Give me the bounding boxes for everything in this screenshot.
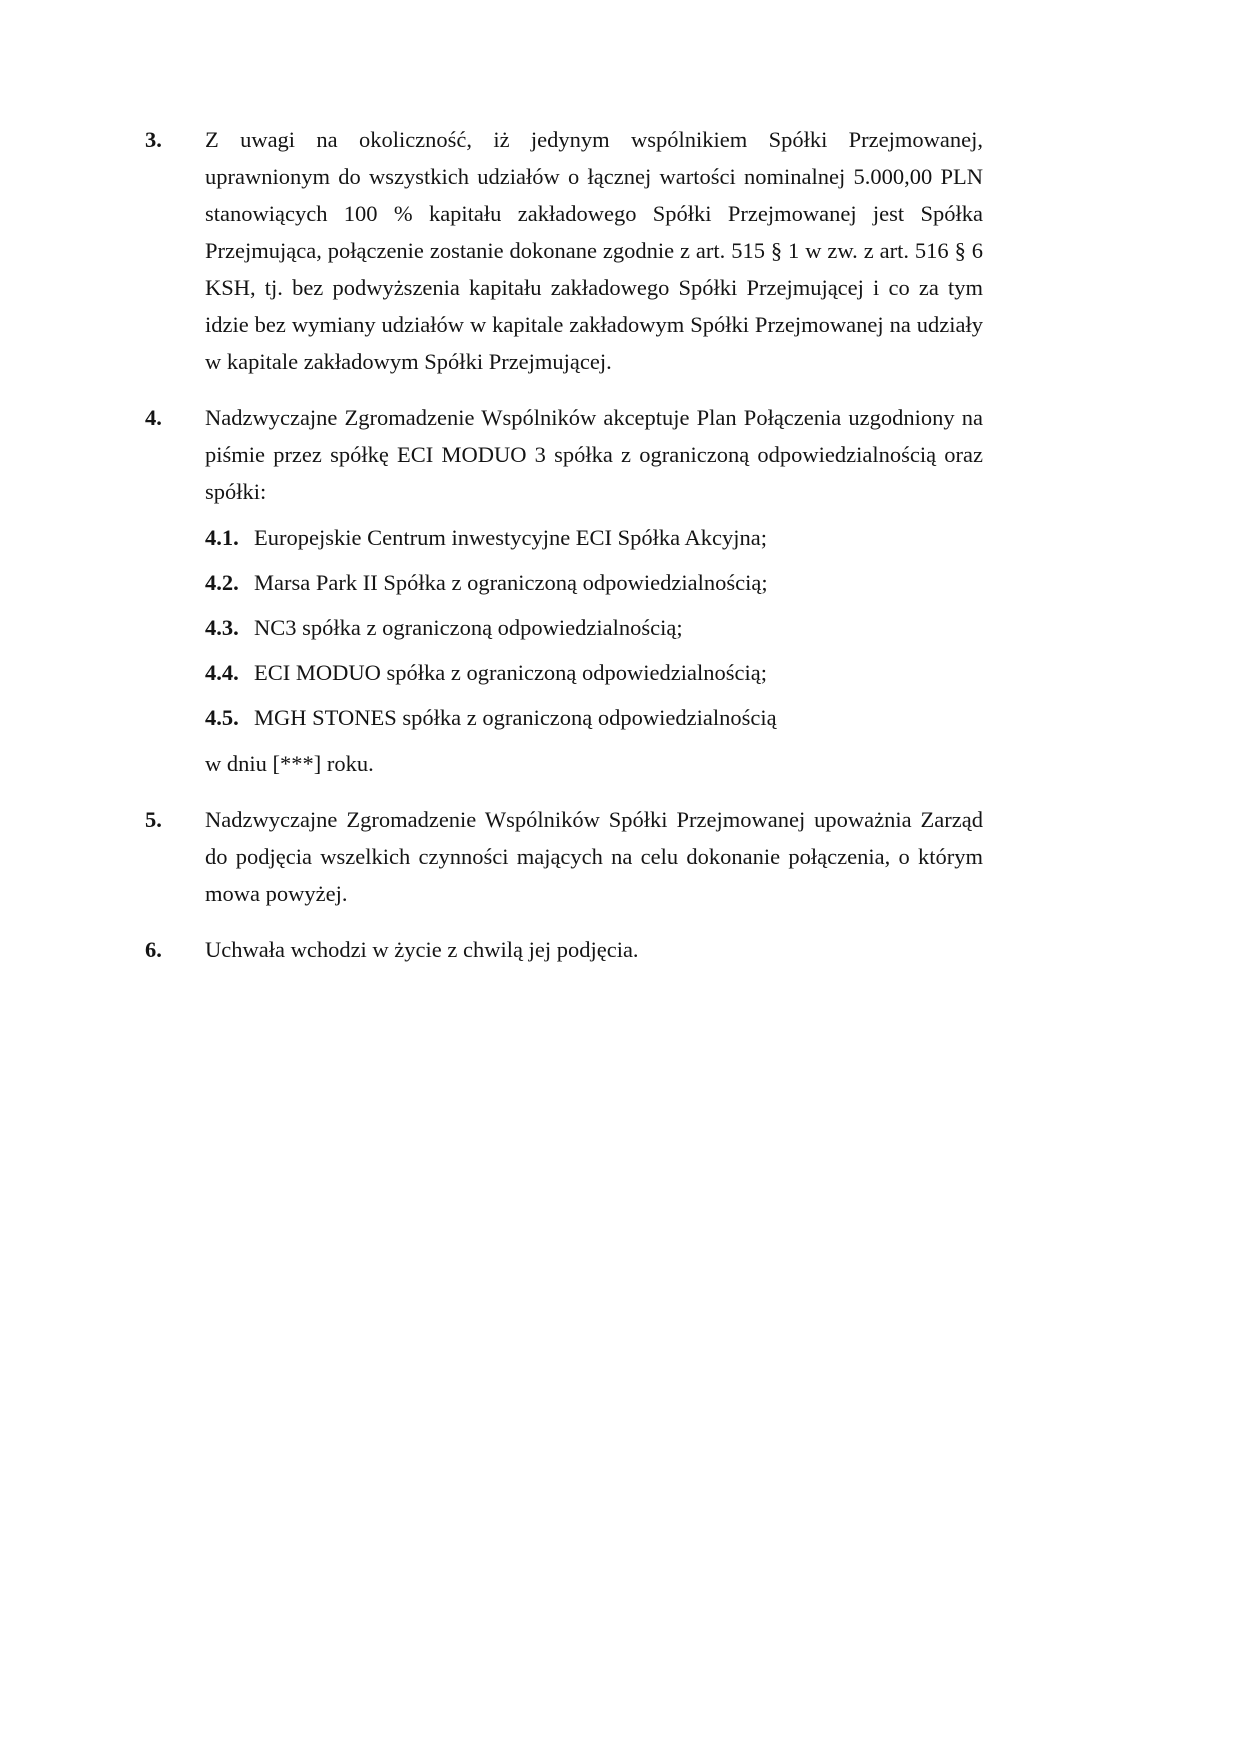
item-text: Nadzwyczajne Zgromadzenie Wspólników Spółki Przejmowanej upoważnia Zarząd do podjęcia wszelkich czynności mających na celu dokonanie połączenia, o którym mowa powyżej. xyxy=(205,807,983,906)
sub-item-4-3 xyxy=(205,609,983,646)
list-item-3 xyxy=(145,121,983,380)
item-number: 4. xyxy=(145,405,162,430)
sub-item-4-1 xyxy=(205,519,983,556)
sub-item-text: ECI MODUO spółka z ograniczoną odpowiedzialnością; xyxy=(254,660,767,685)
item-number: 5. xyxy=(145,807,162,832)
sub-item-text: MGH STONES spółka z ograniczoną odpowiedzialnością xyxy=(254,705,777,730)
list-item-6 xyxy=(145,931,983,968)
sub-item-text: Marsa Park II Spółka z ograniczoną odpowiedzialnością; xyxy=(254,570,768,595)
item-number: 6. xyxy=(145,937,162,962)
item-text: Nadzwyczajne Zgromadzenie Wspólników akceptuje Plan Połączenia uzgodniony na piśmie przez spółkę ECI MODUO 3 spółka z ograniczoną odpowiedzialnością oraz spółki: xyxy=(205,405,983,504)
sub-item-number: 4.3. xyxy=(205,615,239,640)
sub-item-number: 4.2. xyxy=(205,570,239,595)
item-text: Z uwagi na okoliczność, iż jedynym wspólnikiem Spółki Przejmowanej, uprawnionym do wszystkich udziałów o łącznej wartości nominalnej 5.000,00 PLN stanowiących 100 % kapitału zakładowego Spółki Przejmowanej jest Spółka Przejmująca, połączenie zostanie dokonane zgodnie z art. 515 § 1 w zw. z art. 516 § 6 KSH, tj. bez podwyższenia kapitału zakładowego Spółki Przejmującej i co za tym idzie bez wymiany udziałów w kapitale zakładowym Spółki Przejmowanej na udziały w kapitale zakładowym Spółki Przejmującej. xyxy=(205,127,983,374)
sub-item-text: NC3 spółka z ograniczoną odpowiedzialnością; xyxy=(254,615,683,640)
sub-item-text: Europejskie Centrum inwestycyjne ECI Spółka Akcyjna; xyxy=(254,525,768,550)
item-text: Uchwała wchodzi w życie z chwilą jej podjęcia. xyxy=(205,937,639,962)
item-number: 3. xyxy=(145,127,162,152)
date-placeholder-line: w dniu [***] roku. xyxy=(205,751,374,776)
sub-item-number: 4.4. xyxy=(205,660,239,685)
sub-item-4-2 xyxy=(205,564,983,601)
sub-item-4-4 xyxy=(205,654,983,691)
document-page xyxy=(145,121,983,968)
sub-list xyxy=(205,519,983,736)
list-item-4 xyxy=(145,399,983,782)
sub-item-number: 4.1. xyxy=(205,525,239,550)
list-item-5 xyxy=(145,801,983,912)
sub-item-4-5 xyxy=(205,699,983,736)
sub-item-number: 4.5. xyxy=(205,705,239,730)
item-body xyxy=(205,399,983,782)
